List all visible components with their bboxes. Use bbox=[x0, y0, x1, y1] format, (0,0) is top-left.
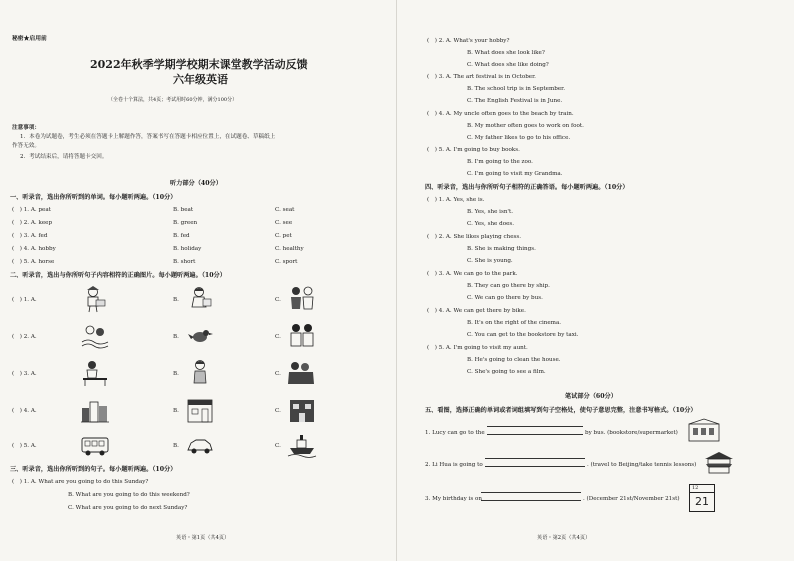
s1-q1-b: B. beat bbox=[173, 207, 194, 213]
section-3-title: 三、听录音，选出你所听到的句子。每小题听两遍。（10分） bbox=[10, 466, 177, 473]
s4-q3-c: C. We can go there by bus. bbox=[467, 295, 543, 301]
s1-q1-c: C. seat bbox=[275, 207, 295, 213]
s2-q5-b: B. bbox=[173, 443, 179, 449]
s3-q4-b: B. My mother often goes to work on foot. bbox=[467, 123, 584, 129]
footer-right: 英语・第2页（共4页） bbox=[537, 535, 591, 541]
s4-q4-c: C. You can get to the bookstore by taxi. bbox=[467, 332, 579, 338]
s4-q2-c: C. She is young. bbox=[467, 258, 513, 264]
s1-q2-c: C. see bbox=[275, 220, 293, 226]
s3-q3-b: B. The school trip is in September. bbox=[467, 86, 565, 92]
s5-q2-suffix: . (travel to Beijing/take tennis lessons) bbox=[587, 462, 697, 468]
s5-q1-suffix: by bus. (bookstore/supermarket) bbox=[585, 430, 678, 436]
calendar-day: 21 bbox=[695, 495, 709, 508]
exam-note: （全卷十个算法，共4页；考试用时60分钟，满分100分） bbox=[108, 97, 238, 103]
section-4-title: 四、听录音，选出与你所听句子相符的正确答语。每小题听两遍。（10分） bbox=[425, 184, 629, 191]
s2-q4-c: C. bbox=[275, 408, 281, 414]
s3-q5-b: B. I'm going to the zoo. bbox=[467, 159, 533, 165]
s1-q4-c: C. healthy bbox=[275, 246, 304, 252]
s5-q1-prefix: 1. Lucy can go to the bbox=[425, 430, 485, 436]
s2-q5-c: C. bbox=[275, 443, 281, 449]
s5-q2-prefix: 2. Li Hua is going to bbox=[425, 462, 483, 468]
notice-title: 注意事项： bbox=[12, 125, 40, 131]
store-building-picture bbox=[185, 396, 215, 424]
exam-subtitle: 六年级英语 bbox=[173, 73, 228, 86]
boy-reading-picture bbox=[80, 285, 110, 313]
s1-q2: ( ) 2. A. keep bbox=[12, 220, 53, 226]
s2-q5: ( ) 5. A. bbox=[12, 443, 37, 449]
s3-q5: ( ) 5. A. I'm going to buy books. bbox=[427, 147, 520, 153]
kids-playing-picture bbox=[287, 285, 317, 313]
s2-q4-b: B. bbox=[173, 408, 179, 414]
s3-q2-b: B. What does she look like? bbox=[467, 50, 545, 56]
s2-q3: ( ) 3. A. bbox=[12, 371, 37, 377]
s4-q1-b: B. Yes, she isn't. bbox=[467, 209, 513, 215]
s2-q1: ( ) 1. A. bbox=[12, 297, 37, 303]
s3-q1-b: B. What are you going to do this weekend? bbox=[68, 492, 190, 498]
s3-q2: ( ) 2. A. What's your hobby? bbox=[427, 38, 510, 44]
ship-picture bbox=[287, 431, 317, 459]
kids-swimming-picture bbox=[80, 322, 110, 350]
s1-q4: ( ) 4. A. hobby bbox=[12, 246, 56, 252]
s2-q4: ( ) 4. A. bbox=[12, 408, 37, 414]
s2-q3-b: B. bbox=[173, 371, 179, 377]
notice-1b: 作答无效。 bbox=[12, 143, 40, 149]
s2-q1-c: C. bbox=[275, 297, 281, 303]
car-picture bbox=[185, 431, 215, 459]
s5-q2-answer-line[interactable] bbox=[485, 466, 585, 467]
bookstore-picture bbox=[687, 418, 721, 442]
s2-q2-c: C. bbox=[275, 334, 281, 340]
section-1-title: 一、听录音，选出你所听到的单词。每小题听两遍。（10分） bbox=[10, 194, 177, 201]
s1-q3-c: C. pet bbox=[275, 233, 292, 239]
s1-q3: ( ) 3. A. fed bbox=[12, 233, 48, 239]
s5-q3-answer-line[interactable] bbox=[481, 500, 581, 501]
s3-q5-c: C. I'm going to visit my Grandma. bbox=[467, 171, 563, 177]
s4-q3: ( ) 3. A. We can go to the park. bbox=[427, 271, 518, 277]
notice-1: 1．本卷为试题卷，考生必须在答题卡上解题作答，答案书写在答题卡相应位置上，在试题卷、草稿纸上 bbox=[20, 134, 276, 140]
listening-title: 听力部分（40分） bbox=[170, 180, 222, 187]
calendar-month: 12 bbox=[690, 485, 714, 493]
girl-with-bag-picture bbox=[185, 359, 215, 387]
s5-q1-line-top bbox=[487, 426, 583, 427]
people-talking-picture bbox=[287, 322, 317, 350]
s5-q3-suffix: . (December 21st/November 21st) bbox=[583, 496, 680, 502]
s1-q5-b: B. short bbox=[173, 259, 196, 265]
s4-q3-b: B. They can go there by ship. bbox=[467, 283, 550, 289]
cinema-building-picture bbox=[287, 396, 317, 424]
s3-q2-c: C. What does she like doing? bbox=[467, 62, 549, 68]
s1-q5-c: C. sport bbox=[275, 259, 298, 265]
s4-q1-c: C. Yes, she does. bbox=[467, 221, 515, 227]
s1-q4-b: B. holiday bbox=[173, 246, 202, 252]
s5-q1-answer-line[interactable] bbox=[487, 434, 583, 435]
boy-at-desk-picture bbox=[80, 359, 110, 387]
family-picture bbox=[287, 359, 317, 387]
exam-title: 2022年秋季学期学校期末课堂教学活动反馈 bbox=[90, 58, 308, 71]
s1-q2-b: B. green bbox=[173, 220, 198, 226]
page-right bbox=[397, 0, 794, 561]
s3-q1: ( ) 1. A. What are you going to do this Sunday? bbox=[12, 479, 149, 485]
section-5-title: 五、看图，选择正确的单词或者词组填写到句子空格处，使句子意思完整，注意书写格式。（10分） bbox=[425, 407, 697, 414]
s4-q5-b: B. He's going to clean the house. bbox=[467, 357, 561, 363]
s2-q2-b: B. bbox=[173, 334, 179, 340]
s4-q5-c: C. She's going to see a film. bbox=[467, 369, 546, 375]
notice-2: 2．考试结束后，请将答题卡交回。 bbox=[20, 154, 108, 160]
s3-q4-c: C. My father likes to go to his office. bbox=[467, 135, 571, 141]
s5-q2-line-top bbox=[485, 458, 585, 459]
s1-q5: ( ) 5. A. horse bbox=[12, 259, 55, 265]
s2-q2: ( ) 2. A. bbox=[12, 334, 37, 340]
s1-q3-b: B. fed bbox=[173, 233, 190, 239]
s4-q2-b: B. She is making things. bbox=[467, 246, 536, 252]
girl-drawing-picture bbox=[185, 285, 215, 313]
calendar-picture bbox=[689, 484, 715, 512]
s3-q3-c: C. The English Festival is in June. bbox=[467, 98, 563, 104]
city-buildings-picture bbox=[80, 396, 110, 424]
s4-q5: ( ) 5. A. I'm going to visit my aunt. bbox=[427, 345, 528, 351]
s5-q3-prefix: 3. My birthday is on bbox=[425, 496, 482, 502]
s3-q1-c: C. What are you going to do next Sunday? bbox=[68, 505, 188, 511]
s3-q3: ( ) 3. A. The art festival is in October. bbox=[427, 74, 536, 80]
s2-q1-b: B. bbox=[173, 297, 179, 303]
bird-picture bbox=[185, 322, 215, 350]
s4-q4: ( ) 4. A. We can get there by bike. bbox=[427, 308, 526, 314]
bus-picture bbox=[80, 431, 110, 459]
s4-q2: ( ) 2. A. She likes playing chess. bbox=[427, 234, 522, 240]
s1-q1: ( ) 1. A. peat bbox=[12, 207, 51, 213]
secret-mark: 秘密★启用前 bbox=[12, 36, 47, 42]
s4-q1: ( ) 1. A. Yes, she is. bbox=[427, 197, 485, 203]
s3-q4: ( ) 4. A. My uncle often goes to the beach by train. bbox=[427, 111, 574, 117]
s2-q3-c: C. bbox=[275, 371, 281, 377]
s4-q4-b: B. It's on the right of the cinema. bbox=[467, 320, 562, 326]
section-2-title: 二、听录音，选出与你所听句子内容相符的正确图片。每小题听两遍。（10分） bbox=[10, 272, 226, 279]
footer-left: 英语・第1页（共4页） bbox=[176, 535, 230, 541]
s5-q3-line-top bbox=[481, 492, 581, 493]
writing-title: 笔试部分（60分） bbox=[565, 393, 617, 400]
temple-picture bbox=[702, 450, 736, 474]
